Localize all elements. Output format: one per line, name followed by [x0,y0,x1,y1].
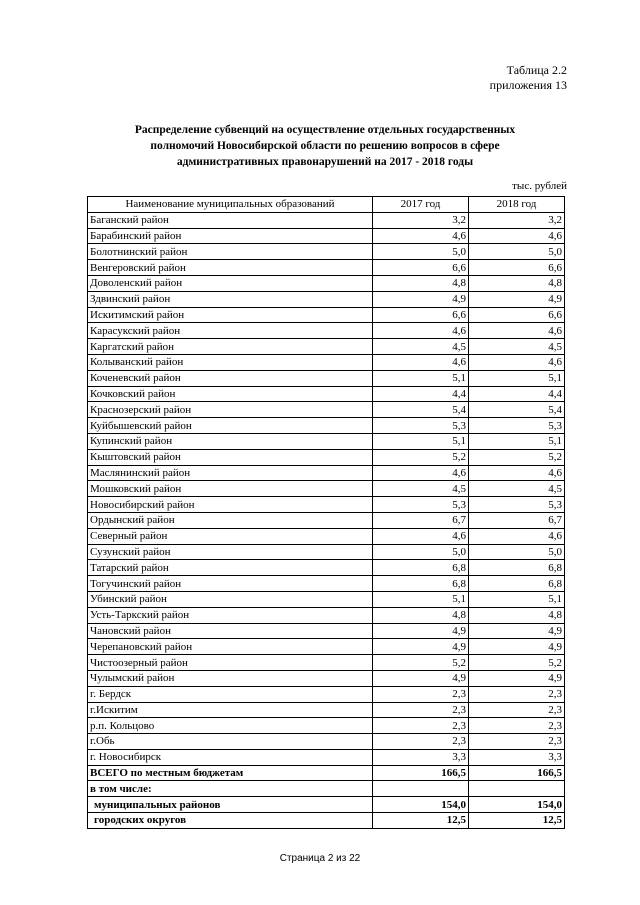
row-value-2017: 6,8 [373,576,469,592]
row-value-2018: 2,3 [469,702,565,718]
row-name: Кыштовский район [88,449,373,465]
table-row [88,607,565,623]
table-row [88,702,565,718]
row-value-2018: 4,6 [469,323,565,339]
row-name: Карасукский район [88,323,373,339]
row-value-2017: 2,3 [373,718,469,734]
row-value-2017: 4,8 [373,607,469,623]
row-value-2018: 5,0 [469,544,565,560]
table-row [88,655,565,671]
row-name: Куйбышевский район [88,418,373,434]
row-value-2018: 5,1 [469,433,565,449]
title-line: Распределение субвенций на осуществление отдельных государственных [134,124,516,136]
row-value-2017: 5,2 [373,655,469,671]
row-value-2017: 5,0 [373,244,469,260]
row-value-2018: 4,5 [469,481,565,497]
row-value-2017: 4,6 [373,528,469,544]
table-row [88,481,565,497]
row-value-2017: 5,3 [373,418,469,434]
row-value-2017: 5,2 [373,449,469,465]
row-value-2018: 4,9 [469,639,565,655]
table-row [88,639,565,655]
column-header-2017: 2017 год [373,197,469,213]
row-value-2018: 5,4 [469,402,565,418]
table-row [88,734,565,750]
row-value-2018: 3,3 [469,749,565,765]
table-row [88,402,565,418]
row-name: Искитимский район [88,307,373,323]
row-name: г. Новосибирск [88,749,373,765]
row-value-2018: 4,6 [469,354,565,370]
table-row [88,560,565,576]
row-value-2018: 6,6 [469,260,565,276]
title-line: полномочий Новосибирской области по решению вопросов в сфере [150,140,500,152]
row-value-2017: 4,5 [373,481,469,497]
row-name: Колыванский район [88,354,373,370]
row-name: Доволенский район [88,275,373,291]
row-name: Новосибирский район [88,497,373,513]
row-name: Коченевский район [88,370,373,386]
row-value-2017: 2,3 [373,734,469,750]
row-value-2017: 3,3 [373,749,469,765]
table-row [88,212,565,228]
row-value-2018: 2,3 [469,686,565,702]
row-value-2018: 4,8 [469,607,565,623]
table-row [88,449,565,465]
row-value-2018: 5,0 [469,244,565,260]
units-label: тыс. рублей [512,180,567,192]
row-name: р.п. Кольцово [88,718,373,734]
row-name: Баганский район [88,212,373,228]
subtotal-label: городских округов [88,813,373,829]
total-2018: 166,5 [469,765,565,781]
row-value-2017: 4,6 [373,354,469,370]
row-name: Венгеровский район [88,260,373,276]
row-value-2018: 5,1 [469,591,565,607]
including-row [88,781,565,797]
row-name: Купинский район [88,433,373,449]
row-name: Ордынский район [88,512,373,528]
row-value-2018: 4,5 [469,339,565,355]
row-value-2017: 4,9 [373,639,469,655]
subtotal-2017: 154,0 [373,797,469,813]
row-value-2017: 6,6 [373,307,469,323]
row-value-2018: 6,8 [469,576,565,592]
table-row [88,291,565,307]
row-value-2018: 4,6 [469,465,565,481]
table-row [88,244,565,260]
table-row [88,339,565,355]
total-2017: 166,5 [373,765,469,781]
table-reference: Таблица 2.2 [506,63,567,77]
row-value-2017: 4,9 [373,623,469,639]
row-value-2017: 6,8 [373,560,469,576]
row-value-2017: 6,7 [373,512,469,528]
row-value-2018: 5,3 [469,497,565,513]
row-name: Сузунский район [88,544,373,560]
row-name: Краснозерский район [88,402,373,418]
row-name: Чулымский район [88,670,373,686]
row-name: Северный район [88,528,373,544]
page-number: Страница 2 из 22 [279,853,361,864]
row-value-2018: 4,8 [469,275,565,291]
row-name: Убинский район [88,591,373,607]
table-row [88,418,565,434]
row-name: Болотнинский район [88,244,373,260]
table-row [88,260,565,276]
table-row [88,370,565,386]
row-value-2017: 2,3 [373,686,469,702]
table-row [88,718,565,734]
row-value-2017: 4,9 [373,291,469,307]
row-value-2018: 4,6 [469,228,565,244]
table-row [88,576,565,592]
table-row [88,307,565,323]
table-row [88,275,565,291]
row-value-2018: 6,8 [469,560,565,576]
row-value-2018: 3,2 [469,212,565,228]
row-name: г. Бердск [88,686,373,702]
row-value-2017: 4,6 [373,228,469,244]
table-row [88,512,565,528]
table-row [88,670,565,686]
title-line: административных правонарушений на 2017 - 2018 годы [176,156,474,168]
subtotal-label: муниципальных районов [88,797,373,813]
total-row [88,765,565,781]
row-value-2018: 5,1 [469,370,565,386]
row-value-2018: 5,2 [469,449,565,465]
table-row [88,497,565,513]
column-header-2018: 2018 год [469,197,565,213]
table-row [88,623,565,639]
row-value-2018: 4,4 [469,386,565,402]
row-name: г.Искитим [88,702,373,718]
total-label: ВСЕГО по местным бюджетам [88,765,373,781]
row-name: Усть-Таркский район [88,607,373,623]
table-row [88,544,565,560]
subtotal-row-districts [88,797,565,813]
empty-cell [469,781,565,797]
row-value-2018: 5,3 [469,418,565,434]
table-header-row [88,197,565,213]
table-row [88,465,565,481]
row-name: Барабинский район [88,228,373,244]
table-row [88,433,565,449]
row-name: Здвинский район [88,291,373,307]
table-row [88,386,565,402]
table-row [88,749,565,765]
row-value-2017: 2,3 [373,702,469,718]
row-value-2017: 4,8 [373,275,469,291]
row-value-2018: 4,6 [469,528,565,544]
row-name: Маслянинский район [88,465,373,481]
row-value-2018: 6,6 [469,307,565,323]
table-row [88,686,565,702]
row-value-2017: 5,1 [373,591,469,607]
row-name: Мошковский район [88,481,373,497]
subtotal-2017: 12,5 [373,813,469,829]
empty-cell [373,781,469,797]
subtotal-2018: 154,0 [469,797,565,813]
row-name: г.Обь [88,734,373,750]
row-value-2017: 5,3 [373,497,469,513]
table-body [88,212,565,765]
row-value-2018: 4,9 [469,291,565,307]
row-name: Каргатский район [88,339,373,355]
row-value-2017: 4,6 [373,465,469,481]
row-name: Татарский район [88,560,373,576]
row-name: Тогучинский район [88,576,373,592]
row-value-2018: 5,2 [469,655,565,671]
document-title [60,122,590,170]
row-value-2017: 4,5 [373,339,469,355]
row-value-2017: 5,4 [373,402,469,418]
row-value-2017: 6,6 [373,260,469,276]
subventions-table [87,196,565,829]
table-row [88,591,565,607]
column-header-name: Наименование муниципальных образований [88,197,373,213]
row-value-2018: 2,3 [469,718,565,734]
row-value-2018: 4,9 [469,623,565,639]
row-value-2018: 6,7 [469,512,565,528]
including-label: в том числе: [88,781,373,797]
row-value-2018: 2,3 [469,734,565,750]
row-value-2018: 4,9 [469,670,565,686]
table-row [88,323,565,339]
row-value-2017: 4,9 [373,670,469,686]
row-value-2017: 3,2 [373,212,469,228]
subtotal-2018: 12,5 [469,813,565,829]
row-value-2017: 5,0 [373,544,469,560]
table-row [88,354,565,370]
row-value-2017: 4,6 [373,323,469,339]
row-value-2017: 5,1 [373,370,469,386]
appendix-reference: приложения 13 [489,78,567,92]
table-row [88,228,565,244]
row-name: Кочковский район [88,386,373,402]
row-value-2017: 5,1 [373,433,469,449]
row-name: Черепановский район [88,639,373,655]
row-name: Чистоозерный район [88,655,373,671]
row-name: Чановский район [88,623,373,639]
row-value-2017: 4,4 [373,386,469,402]
subtotal-row-cities [88,813,565,829]
table-row [88,528,565,544]
